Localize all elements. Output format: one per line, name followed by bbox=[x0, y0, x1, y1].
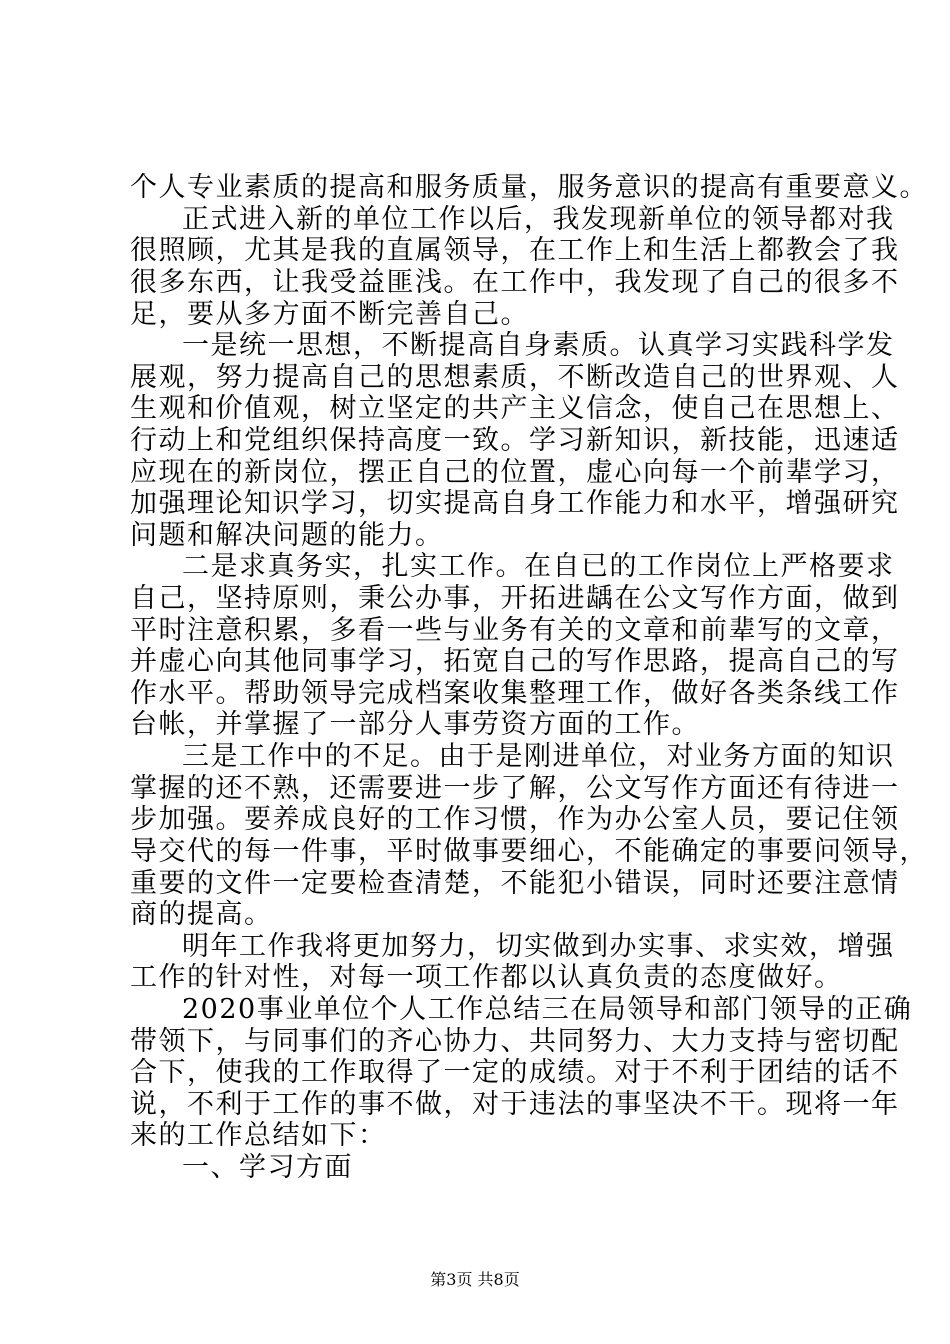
text-line: 导交代的每一件事，平时做事要细心，不能确定的事要问领导， bbox=[130, 835, 928, 867]
text-line: 作水平。帮助领导完成档案收集整理工作，做好各类条线工作 bbox=[130, 677, 900, 709]
text-line: 商的提高。 bbox=[130, 899, 273, 931]
text-line: 问题和解决问题的能力。 bbox=[130, 519, 444, 551]
text-line: 步加强。要养成良好的工作习惯，作为办公室人员，要记住领 bbox=[130, 804, 900, 836]
text-line: 展观，努力提高自己的思想素质，不断改造自己的世界观、人 bbox=[130, 361, 900, 393]
text-line: 生观和价值观，树立坚定的共产主义信念，使自己在思想上、 bbox=[130, 393, 900, 425]
text-line: 足，要从多方面不断完善自己。 bbox=[130, 298, 529, 330]
text-line: 带领下，与同事们的齐心协力、共同努力、大力支持与密切配 bbox=[130, 1025, 900, 1057]
text-line: 正式进入新的单位工作以后，我发现新单位的领导都对我 bbox=[182, 203, 895, 235]
page-number-footer: 第3页 共8页 bbox=[430, 1270, 520, 1289]
text-line: 说，不利于工作的事不做，对于违法的事坚决不干。现将一年 bbox=[130, 1088, 900, 1120]
text-line: 应现在的新岗位，摆正自己的位置，虚心向每一个前辈学习， bbox=[130, 456, 900, 488]
text-line: 个人专业素质的提高和服务质量，服务意识的提高有重要意义。 bbox=[130, 172, 928, 203]
text-line: 并虚心向其他同事学习，拓宽自己的写作思路，提高自己的写 bbox=[130, 646, 900, 678]
text-line: 合下，使我的工作取得了一定的成绩。对于不利于团结的话不 bbox=[130, 1057, 900, 1089]
text-line: 掌握的还不熟，还需要进一步了解，公文写作方面还有待进一 bbox=[130, 772, 900, 804]
text-line: 2020事业单位个人工作总结三在局领导和部门领导的正确 bbox=[182, 993, 913, 1025]
text-line: 三是工作中的不足。由于是刚进单位，对业务方面的知识 bbox=[182, 741, 895, 772]
text-line: 二是求真务实，扎实工作。在自已的工作岗位上严格要求 bbox=[182, 551, 895, 583]
text-line: 明年工作我将更加努力，切实做到办实事、求实效，增强 bbox=[182, 930, 895, 962]
text-line: 来的工作总结如下： bbox=[130, 1120, 387, 1152]
text-line: 很照顾，尤其是我的直属领导，在工作上和生活上都教会了我 bbox=[130, 235, 900, 267]
text-line: 行动上和党组织保持高度一致。学习新知识，新技能，迅速适 bbox=[130, 424, 900, 456]
text-line: 一、学习方面 bbox=[182, 1152, 353, 1183]
text-line: 工作的针对性，对每一项工作都以认真负责的态度做好。 bbox=[130, 962, 843, 994]
text-line: 自己，坚持原则，秉公办事，开拓进龋在公文写作方面，做到 bbox=[130, 583, 900, 614]
text-line: 加强理论知识学习，切实提高自身工作能力和水平，增强研究 bbox=[130, 488, 900, 520]
text-line: 台帐，并掌握了一部分人事劳资方面的工作。 bbox=[130, 709, 700, 741]
text-line: 一是统一思想，不断提高自身素质。认真学习实践科学发 bbox=[182, 330, 895, 362]
text-line: 平时注意积累，多看一些与业务有关的文章和前辈写的文章， bbox=[130, 614, 900, 646]
text-line: 很多东西，让我受益匪浅。在工作中，我发现了自己的很多不 bbox=[130, 266, 900, 298]
text-line: 重要的文件一定要检查清楚，不能犯小错误，同时还要注意情 bbox=[130, 867, 900, 899]
